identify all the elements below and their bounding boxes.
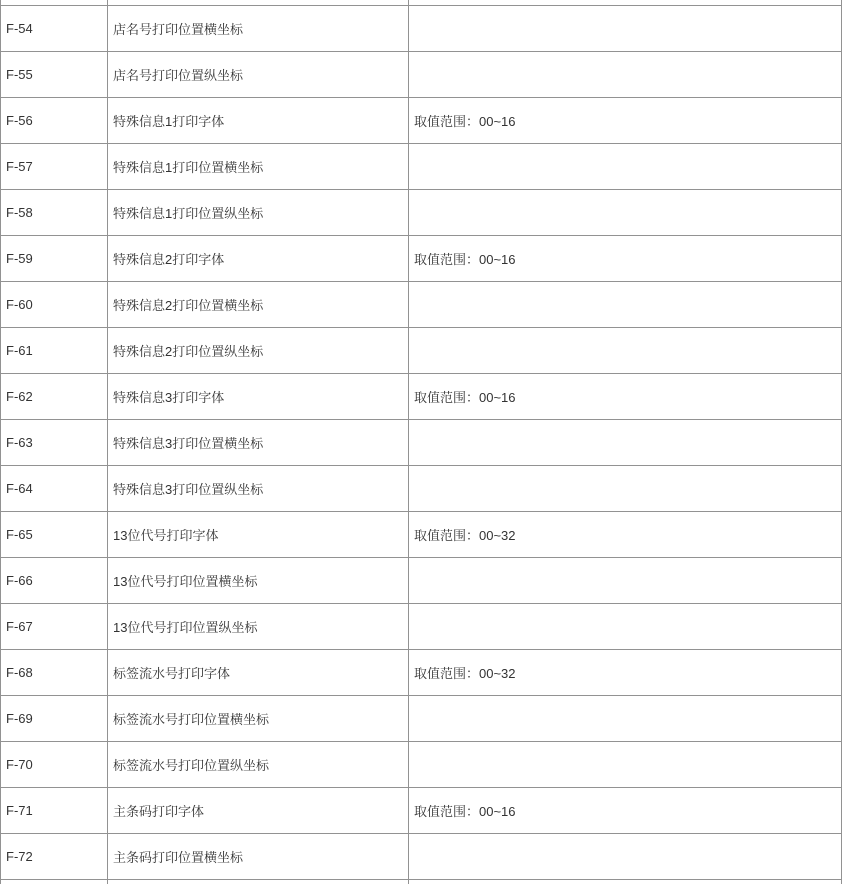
param-range-cell [409, 6, 842, 52]
param-description-cell: 店名号打印位置纵坐标 [108, 52, 409, 98]
param-code-cell: F-69 [1, 696, 108, 742]
table-row [1, 98, 842, 144]
param-range-cell [409, 420, 842, 466]
param-description-cell: 主条码打印位置横坐标 [108, 834, 409, 880]
param-range-cell: 取值范围：00~32 [409, 650, 842, 696]
param-range-cell [409, 834, 842, 880]
param-description-cell: 13位代号打印字体 [108, 512, 409, 558]
param-code-cell: F-68 [1, 650, 108, 696]
param-description-cell: 特殊信息3打印字体 [108, 374, 409, 420]
table-row [1, 604, 842, 650]
param-description-cell: 特殊信息1打印字体 [108, 98, 409, 144]
param-range-cell: 取值范围：00~16 [409, 788, 842, 834]
param-code-cell: F-54 [1, 6, 108, 52]
param-description-cell: 主条码打印字体 [108, 788, 409, 834]
table-row [1, 6, 842, 52]
param-code-cell: F-62 [1, 374, 108, 420]
param-code-cell: F-56 [1, 98, 108, 144]
param-range-cell [409, 466, 842, 512]
param-description-cell: 特殊信息3打印位置横坐标 [108, 420, 409, 466]
param-description-cell: 店名号打印位置横坐标 [108, 6, 409, 52]
table-row [1, 650, 842, 696]
param-code-cell: F-58 [1, 190, 108, 236]
param-range-cell [409, 282, 842, 328]
param-code-cell: F-71 [1, 788, 108, 834]
param-range-cell [409, 558, 842, 604]
partial-cell [409, 880, 842, 885]
table-row [1, 374, 842, 420]
table-row [1, 282, 842, 328]
param-range-cell [409, 604, 842, 650]
param-description-cell: 标签流水号打印位置横坐标 [108, 696, 409, 742]
table-row [1, 420, 842, 466]
table-row [1, 190, 842, 236]
param-description-cell: 特殊信息2打印字体 [108, 236, 409, 282]
param-range-cell [409, 742, 842, 788]
partial-row-bottom [1, 880, 842, 885]
param-code-cell: F-63 [1, 420, 108, 466]
param-description-cell: 13位代号打印位置纵坐标 [108, 604, 409, 650]
table-row [1, 696, 842, 742]
table-row [1, 788, 842, 834]
param-code-cell: F-55 [1, 52, 108, 98]
partial-cell [1, 880, 108, 885]
param-description-cell: 标签流水号打印字体 [108, 650, 409, 696]
param-description-cell: 标签流水号打印位置纵坐标 [108, 742, 409, 788]
param-range-cell: 取值范围：00~32 [409, 512, 842, 558]
table-row [1, 834, 842, 880]
param-range-cell [409, 190, 842, 236]
param-range-cell [409, 144, 842, 190]
param-code-cell: F-70 [1, 742, 108, 788]
param-description-cell: 特殊信息1打印位置纵坐标 [108, 190, 409, 236]
param-range-cell: 取值范围：00~16 [409, 374, 842, 420]
param-code-cell: F-60 [1, 282, 108, 328]
param-description-cell: 特殊信息1打印位置横坐标 [108, 144, 409, 190]
partial-cell [108, 880, 409, 885]
table-row [1, 742, 842, 788]
table-row [1, 236, 842, 282]
param-range-cell [409, 328, 842, 374]
table-row [1, 466, 842, 512]
param-description-cell: 特殊信息2打印位置纵坐标 [108, 328, 409, 374]
param-code-cell: F-66 [1, 558, 108, 604]
table-row [1, 144, 842, 190]
table-row [1, 558, 842, 604]
param-description-cell: 13位代号打印位置横坐标 [108, 558, 409, 604]
param-code-cell: F-61 [1, 328, 108, 374]
param-code-cell: F-57 [1, 144, 108, 190]
param-description-cell: 特殊信息2打印位置横坐标 [108, 282, 409, 328]
param-description-cell: 特殊信息3打印位置纵坐标 [108, 466, 409, 512]
param-range-cell [409, 52, 842, 98]
param-code-cell: F-59 [1, 236, 108, 282]
param-range-cell [409, 696, 842, 742]
table-row [1, 52, 842, 98]
param-range-cell: 取值范围：00~16 [409, 98, 842, 144]
table-row [1, 328, 842, 374]
param-code-cell: F-67 [1, 604, 108, 650]
param-code-cell: F-72 [1, 834, 108, 880]
parameter-table-body [1, 0, 842, 884]
param-range-cell: 取值范围：00~16 [409, 236, 842, 282]
param-code-cell: F-64 [1, 466, 108, 512]
param-code-cell: F-65 [1, 512, 108, 558]
table-row [1, 512, 842, 558]
